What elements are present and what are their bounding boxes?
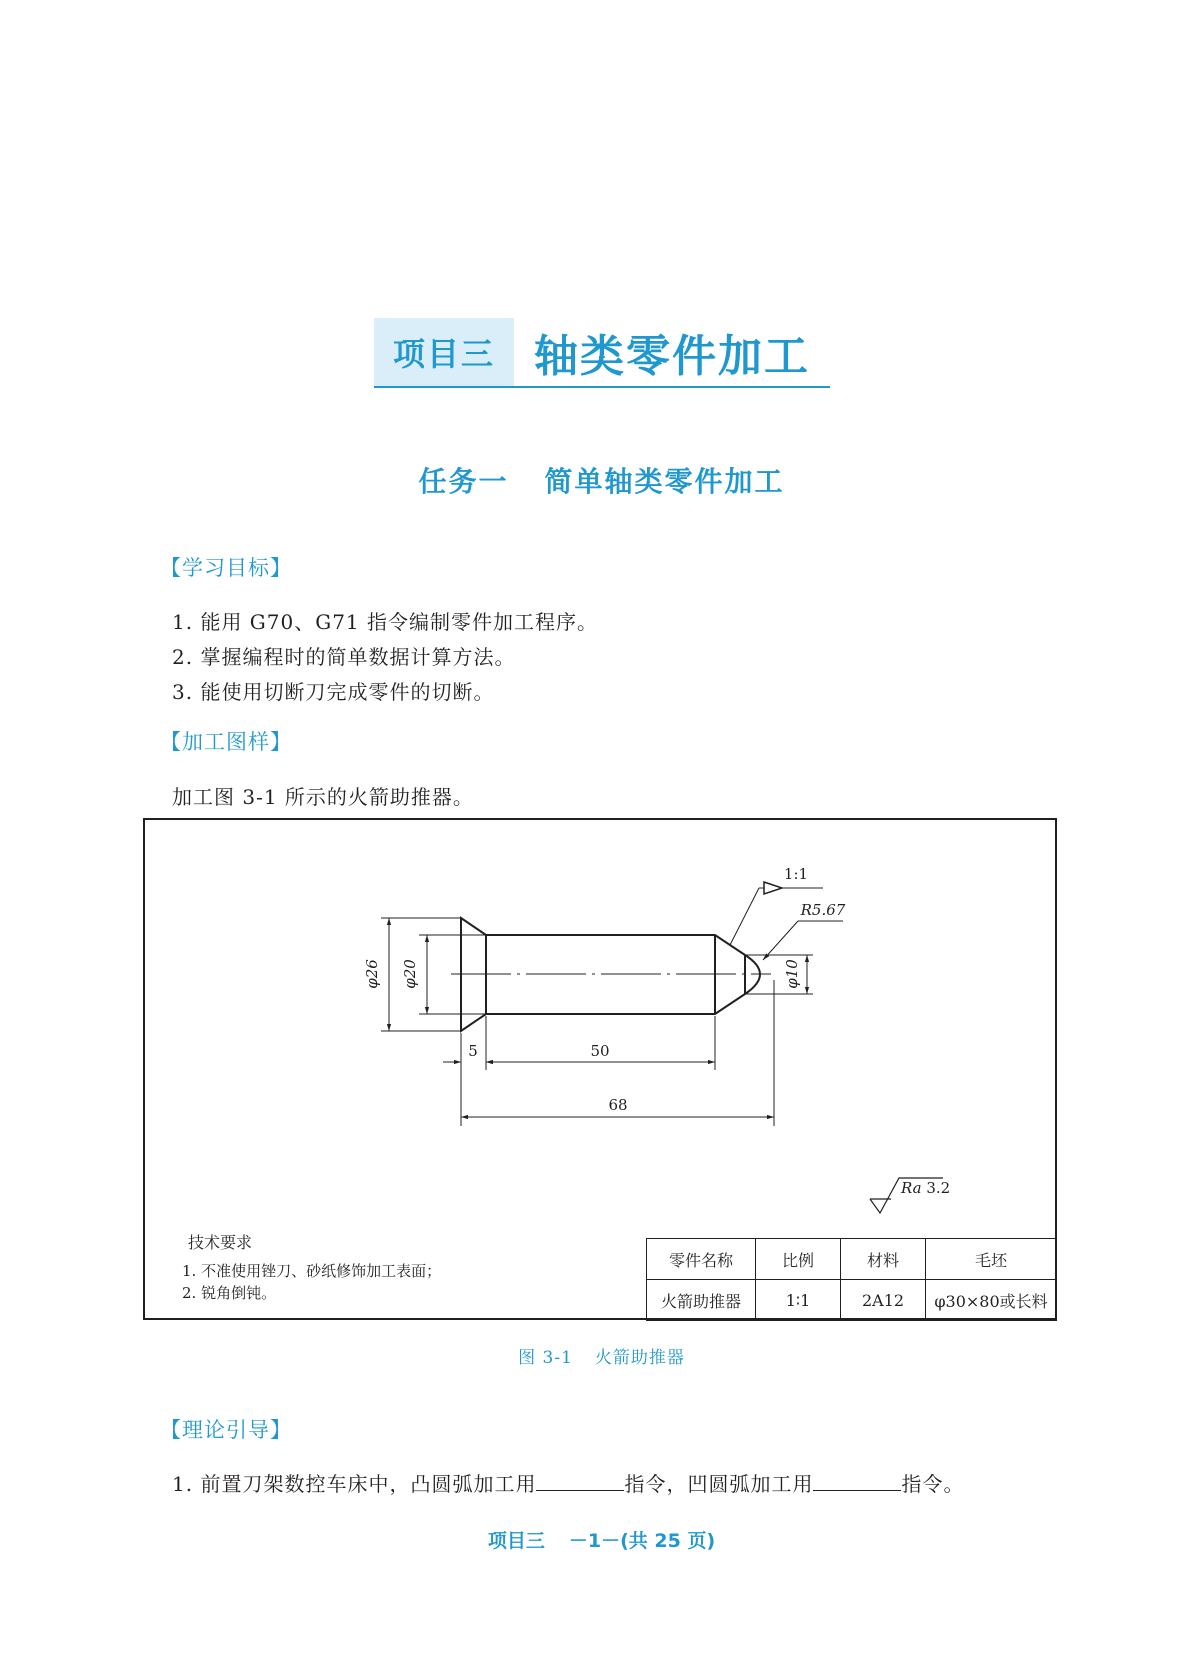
dim-label-len5: 5	[468, 1042, 478, 1060]
caption-text: 火箭助推器	[594, 1348, 685, 1368]
tech-requirement-2: 2. 锐角倒钝。	[182, 1284, 277, 1302]
task-label: 任务一	[418, 465, 509, 498]
objective-item-1: 1. 能用 G70、G71 指令编制零件加工程序。	[172, 610, 599, 634]
section-objectives: 【学习目标】	[160, 556, 292, 580]
project-title: 轴类零件加工	[534, 331, 810, 382]
radius-leader	[763, 921, 843, 960]
caption-number: 图 3-1	[518, 1348, 573, 1368]
objective-item-3: 3. 能使用切断刀完成零件的切断。	[172, 680, 495, 704]
tech-requirement-1: 1. 不准使用锉刀、砂纸修饰加工表面；	[182, 1262, 442, 1280]
section-drawing: 【加工图样】	[160, 730, 292, 754]
title-block-header: 毛坯	[926, 1239, 1057, 1280]
project-label: 项目三	[374, 318, 514, 386]
dim-len5	[443, 1016, 504, 1126]
task-name: 简单轴类零件加工	[544, 465, 785, 498]
dim-label-d26: φ26	[363, 959, 381, 989]
taper-label: 1:1	[783, 865, 809, 883]
title-underline	[374, 386, 830, 388]
dim-label-len50: 50	[590, 1042, 610, 1060]
dim-label-d10: φ10	[783, 959, 801, 989]
fill-blank-2[interactable]	[813, 1470, 901, 1491]
page-footer	[0, 1526, 1203, 1553]
title-block-header: 零件名称	[647, 1239, 756, 1280]
fill-blank-1[interactable]	[536, 1470, 624, 1491]
title-block-header-row	[647, 1239, 1057, 1280]
q1-text-b: 指令，凹圆弧加工用	[624, 1472, 814, 1496]
title-block-value: 1∶1	[756, 1280, 841, 1321]
task-title	[0, 460, 1203, 500]
radius-label: R5.67	[800, 901, 846, 919]
roughness-value: 3.2	[926, 1179, 951, 1197]
dim-label-len68: 68	[608, 1096, 628, 1114]
section-theory: 【理论引导】	[160, 1418, 292, 1442]
footer-page-number: －1－(共 25 页)	[568, 1530, 716, 1552]
title-block-value: 火箭助推器	[647, 1280, 756, 1321]
tech-requirements-title: 技术要求	[188, 1233, 253, 1252]
title-block	[646, 1238, 1057, 1321]
roughness-prefix: Ra	[901, 1179, 922, 1197]
theory-question-1	[172, 1468, 964, 1497]
title-block-value: 2A12	[841, 1280, 926, 1321]
roughness-label	[900, 1179, 950, 1197]
figure-caption	[0, 1343, 1203, 1368]
objective-item-2: 2. 掌握编程时的简单数据计算方法。	[172, 645, 516, 669]
title-block-header: 材料	[841, 1239, 926, 1280]
footer-project: 项目三	[487, 1530, 545, 1552]
title-block-value-row	[647, 1280, 1057, 1321]
q1-text-a: 1. 前置刀架数控车床中，凸圆弧加工用	[172, 1472, 537, 1496]
drawing-intro: 加工图 3-1 所示的火箭助推器。	[172, 785, 474, 809]
title-block-value: φ30×80或长料	[926, 1280, 1057, 1321]
dim-label-d20: φ20	[401, 959, 419, 989]
q1-text-c: 指令。	[901, 1472, 965, 1496]
title-block-header: 比例	[756, 1239, 841, 1280]
